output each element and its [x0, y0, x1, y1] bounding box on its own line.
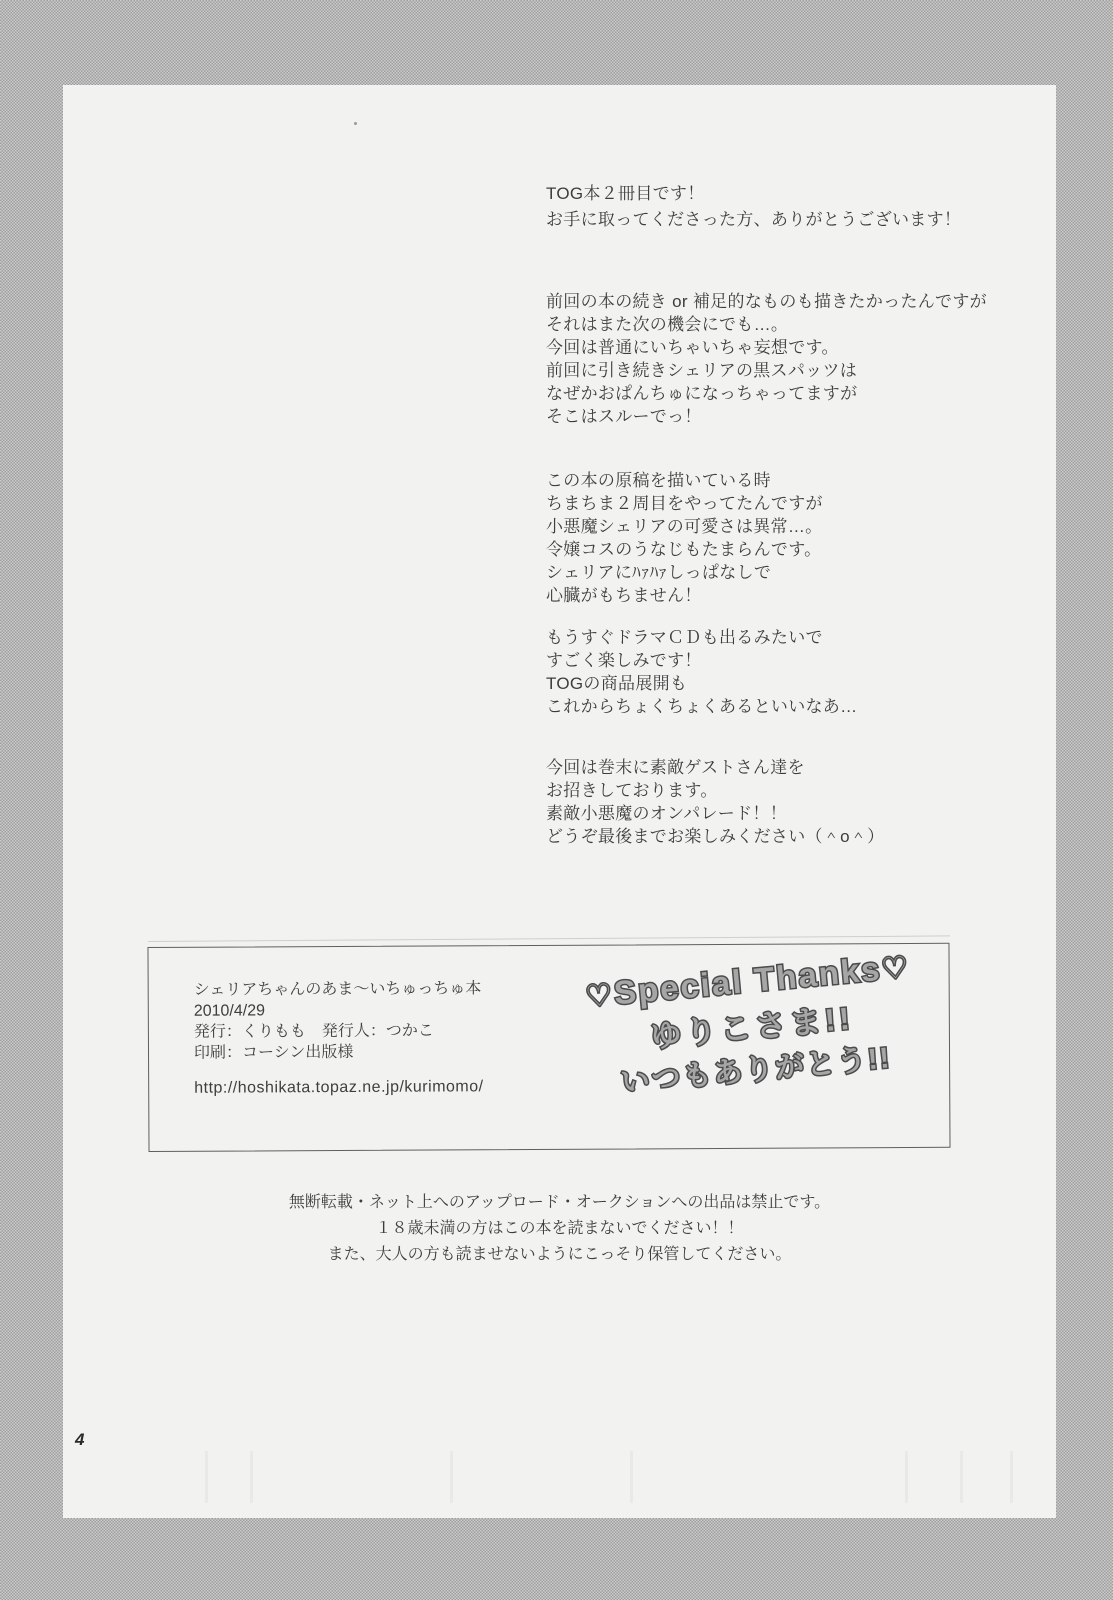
afterword-block-3: [546, 469, 823, 607]
text-line: TOG本２冊目です！: [546, 184, 705, 203]
printer-line: 印刷：コーシン出版様: [193, 1043, 354, 1062]
colophon-box: [147, 943, 950, 1152]
afterword-block-4: [546, 626, 857, 718]
text-line: どうぞ最後までお楽しみください（＾o＾）: [546, 827, 885, 846]
text-line: この本の原稿を描いている時: [546, 471, 771, 490]
text-line: 前回の本の続き or 補足的なものも描きたかったんですが: [546, 292, 987, 311]
scan-streak: [905, 1451, 908, 1503]
disclaimer-text: [63, 1190, 1056, 1268]
text-line: 小悪魔シェリアの可愛さは異常…。: [546, 517, 823, 536]
text-line: お招きしております。: [546, 781, 718, 800]
website-url: http://hoshikata.topaz.ne.jp/kurimomo/: [194, 1078, 484, 1097]
text-line: 素敵小悪魔のオンパレード！！: [546, 804, 788, 823]
text-line: 無断転載・ネット上へのアップロード・オークションへの出品は禁止です。: [288, 1194, 831, 1211]
afterword-block-1: [546, 181, 961, 233]
heart-icon: ♡: [583, 978, 616, 1015]
text-line: １８歳未満の方はこの本を読まないでください！！: [375, 1220, 744, 1237]
heart-icon: ♡: [879, 951, 912, 987]
page-number: 4: [75, 1430, 85, 1449]
colophon-info: [194, 978, 484, 1099]
text-line: ちまちま２周目をやってたんですが: [546, 494, 823, 513]
text-line: それはまた次の機会にでも…。: [546, 315, 789, 334]
text-line: シェリアにﾊｧﾊｧしっぱなしで: [546, 563, 772, 582]
text-line: TOGの商品展開も: [546, 674, 688, 693]
text-line: そこはスルーでっ！: [546, 407, 702, 426]
scan-streak: [250, 1451, 253, 1503]
scanned-page: [63, 85, 1056, 1518]
text-line: すごく楽しみです！: [546, 651, 702, 670]
special-thanks-message: いつもありがとう!!: [619, 1042, 893, 1100]
scan-speck: [354, 122, 357, 125]
book-title: シェリアちゃんのあま〜いちゅっちゅ本: [193, 980, 482, 999]
text-line: 心臓がもちません！: [546, 586, 702, 605]
text-line: もうすぐドラマＣＤも出るみたいで: [546, 628, 823, 647]
publisher-line: 発行：くりもも 発行人：つかこ: [193, 1022, 434, 1041]
special-thanks-note: [552, 941, 953, 1110]
text-line: 前回に引き続きシェリアの黒スパッツは: [546, 361, 858, 380]
scan-streak: [630, 1451, 633, 1503]
text-line: なぜかおぱんちゅになっちゃってますが: [546, 384, 858, 403]
scan-streak: [205, 1451, 208, 1503]
scan-streak: [1010, 1451, 1013, 1503]
publication-date: 2010/4/29: [193, 1002, 266, 1020]
text-line: これからちょくちょくあるといいなあ…: [546, 697, 858, 716]
text-line: お手に取ってくださった方、ありがとうございます！: [546, 210, 962, 229]
special-thanks-title: Special Thanks: [612, 949, 883, 1012]
afterword-block-2: [546, 290, 987, 428]
scan-streak: [960, 1451, 963, 1503]
text-line: 令嬢コスのうなじもたまらんです。: [546, 540, 822, 559]
afterword-block-5: [546, 756, 884, 848]
text-line: また、大人の方も読ませないようにこっそり保管してください。: [327, 1246, 792, 1263]
scan-streak: [450, 1451, 453, 1503]
scan-artifact-line: [148, 935, 950, 942]
text-line: 今回は普通にいちゃいちゃ妄想です。: [546, 338, 839, 357]
special-thanks-name: ゆりこさま!!: [649, 1000, 856, 1055]
text-line: 今回は巻末に素敵ゲストさん達を: [546, 758, 805, 777]
